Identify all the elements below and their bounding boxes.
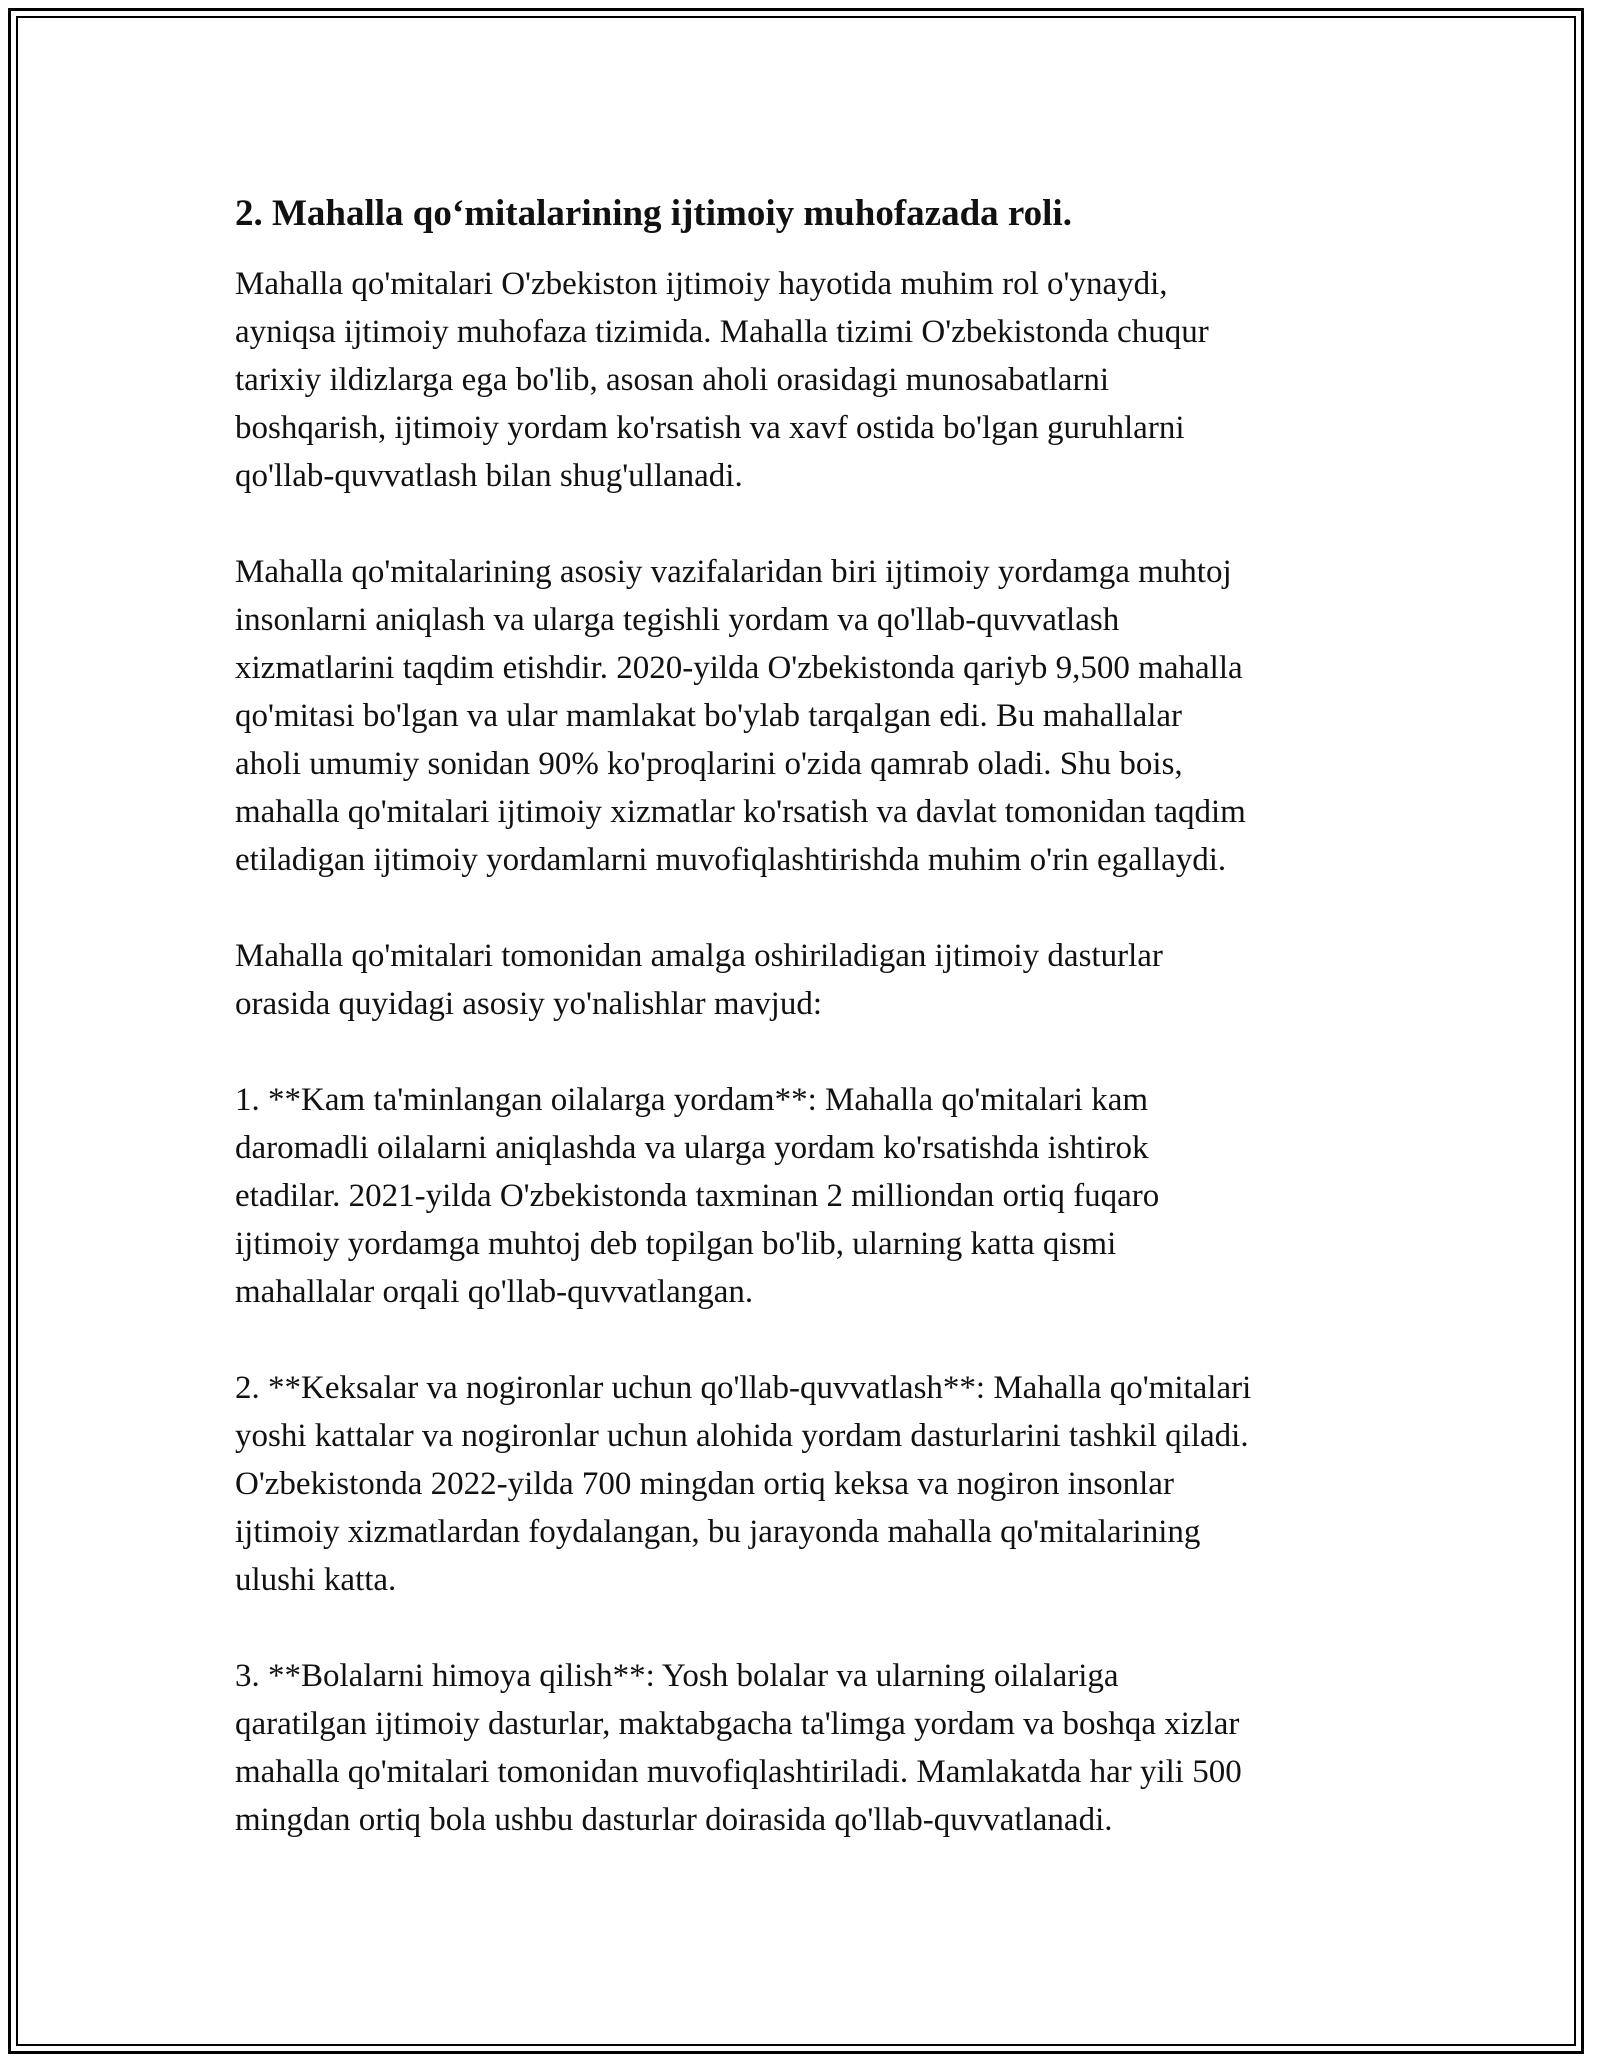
list-item-child-protection: 3. **Bolalarni himoya qilish**: Yosh bolalar va ularning oilalariga qaratilgan ijtimoiy dasturlar, maktabgacha ta'limga yordam va boshqa xizlar mahalla qo'mitalari tomonidan muvofiqlashtiriladi. Mamlakatda har yili 500 mingdan ortiq bola ushbu dasturlar doirasida qo'llab-quvvatlanadi. xyxy=(235,1658,1242,1838)
list-item-elderly-disabled: 2. **Keksalar va nogironlar uchun qo'llab-quvvatlash**: Mahalla qo'mitalari yoshi kattalar va nogironlar uchun alohida yordam dasturlarini tashkil qiladi. O'zbekistonda 2022-yilda 700 mingdan ortiq keksa va nogiron insonlar ijtimoiy xizmatlardan foydalangan, bu jarayonda mahalla qo'mitalarining ulushi katta. xyxy=(235,1370,1252,1598)
list-item-low-income-families: 1. **Kam ta'minlangan oilalarga yordam**: Mahalla qo'mitalari kam daromadli oilalarni aniqlashda va ularga yordam ko'rsatishda ishtirok etadilar. 2021-yilda O'zbekistonda taxminan 2 milliondan ortiq fuqaro ijtimoiy yordamga muhtoj deb topilgan bo'lib, ularning katta qismi mahallalar orqali qo'llab-quvvatlangan. xyxy=(235,1082,1160,1310)
document-body xyxy=(235,190,1375,1892)
paragraph-main-tasks: Mahalla qo'mitalarining asosiy vazifalaridan biri ijtimoiy yordamga muhtoj insonlarni aniqlash va ularga tegishli yordam va qo'llab-quvvatlash xizmatlarini taqdim etishdir. 2020-yilda O'zbekistonda qariyb 9,500 mahalla qo'mitasi bo'lgan va ular mamlakat bo'ylab tarqalgan edi. Bu mahallalar aholi umumiy sonidan 90% ko'proqlarini o'zida qamrab oladi. Shu bois, mahalla qo'mitalari ijtimoiy xizmatlar ko'rsatish va davlat tomonidan taqdim etiladigan ijtimoiy yordamlarni muvofiqlashtirishda muhim o'rin egallaydi. xyxy=(235,554,1246,878)
paragraph-intro: Mahalla qo'mitalari O'zbekiston ijtimoiy hayotida muhim rol o'ynaydi, ayniqsa ijtimoiy muhofaza tizimida. Mahalla tizimi O'zbekistonda chuqur tarixiy ildizlarga ega bo'lib, asosan aholi orasidagi munosabatlarni boshqarish, ijtimoiy yordam ko'rsatish va xavf ostida bo'lgan guruhlarni qo'llab-quvvatlash bilan shug'ullanadi. xyxy=(235,266,1209,494)
section-heading: 2. Mahalla qo‘mitalarining ijtimoiy muhofazada roli. xyxy=(235,193,1072,234)
paragraph-directions-intro: Mahalla qo'mitalari tomonidan amalga oshiriladigan ijtimoiy dasturlar orasida quyidagi asosiy yo'nalishlar mavjud: xyxy=(235,938,1163,1022)
